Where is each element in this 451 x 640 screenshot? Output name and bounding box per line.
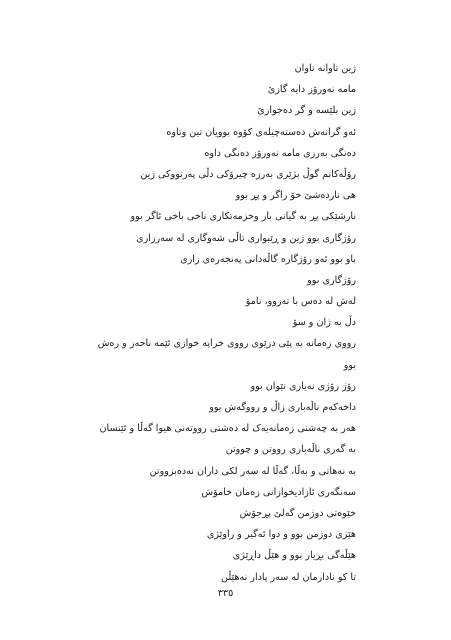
poem-line: هێڵەگی بڕیار بوو و هێڵ داڕێژی [232,550,356,562]
poem-line: بە نەهاتی و بەڵا، گەڵا لە سەر لکی داران نەدەبزووتن [149,465,356,477]
poem-line: تا کو نادارمان لە سەر پادار نەهێڵن [221,571,356,583]
poem-line: بە گەری ناڵەباری رووتن و چووتن [225,444,356,456]
poem-line: ئەو گرانەش دەستەچیلەی کۆوە بوویان تین وتاوە [166,126,356,138]
poem-line: دڵ بە ژان و سۆ [292,317,356,329]
poem-line: باو بوو ئەو رۆژگارە گاڵەدانی پەنجەرەی زاری [180,253,356,265]
poem-line: هی ناردەشێ خۆ راگر و پڕ بوو [235,190,356,202]
poem-line: هەر بە چەشنی زەمانەیەک لە دەشتی رووتەنی هیوا گەڵا و ئێنسان [99,423,356,435]
poem-line: رۆژگاری بوو ژین و ڕێبواری تاڵی شەوگاری لە سەرزاری [136,232,356,244]
poem-text [56,58,356,588]
poem-line: رۆڵەکانم گوڵ بژێری بەرزە چیرۆکی دڵی پەرتووکی ژین [140,168,356,180]
page-number: ٣٣٥ [217,588,234,599]
poem-line: رۆژ رۆژی نەیاری نێوان بوو [250,380,356,392]
poem-line: سەنگەری ئازادیخوازانی زەمان خامۆش [201,486,356,498]
poem-line: ژین بلێسە و گر دەخوازێ [257,105,356,117]
poem-line: دەنگی بەرزی مامە نەورۆز دەنگی داوە [204,147,356,159]
poem-line: داخەکەم ناڵەباری زاڵ و رووگەش بوو [209,402,356,413]
poem-line: ژین تاوانە تاوان [294,63,356,74]
poem-line: رووی زەمانە بە پێی دزێوی رووی خراپە خوازی ئێمە ناحەز و رەش [97,338,356,350]
poem-line: مامە نەورۆز دایە گازێ [267,84,356,96]
poem-line: خێوەتی دوژمن گەلێ پڕجۆش [239,507,356,519]
poem-line: رۆژگاری بوو [307,274,356,286]
poem-line: نارشێکی پڕ بە گیانی بار وخزمەتکاری ناخی باخی ئاگر بوو [130,211,356,223]
poem-line: لەش لە دەس با تەزوو، نامۆ [245,296,356,308]
poem-line: هێزی دوژمن بوو و دوا ئەگیر و راوێژی [206,529,356,541]
poem-line: بوو [343,359,356,371]
